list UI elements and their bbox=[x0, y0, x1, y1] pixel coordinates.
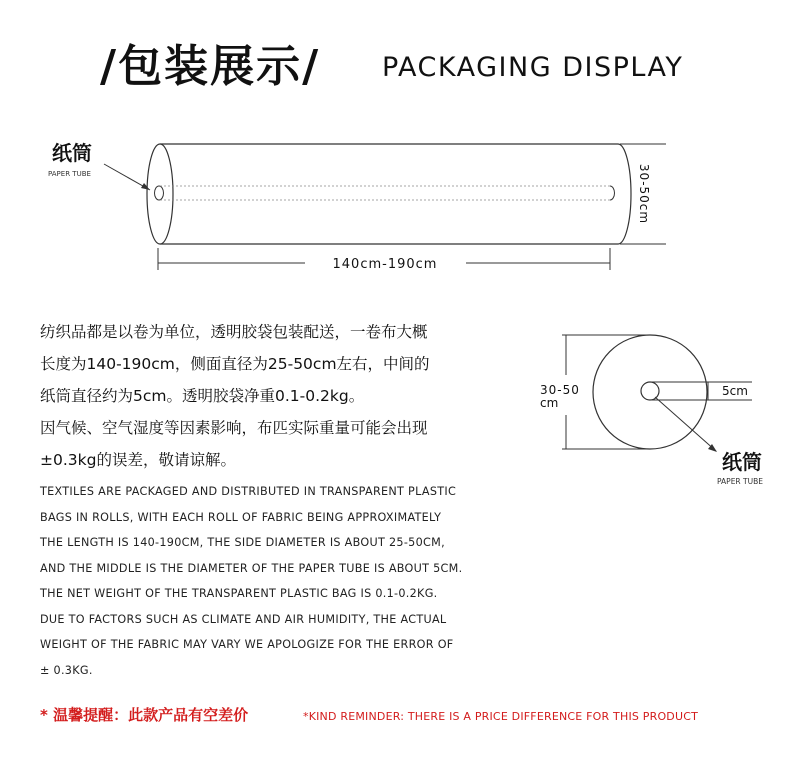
cs-diameter-line2: cm bbox=[540, 396, 559, 410]
length-label: 140cm-190cm bbox=[332, 257, 438, 272]
description-cn-line: ±0.3kg的误差，敬请谅解。 bbox=[40, 451, 236, 469]
description-cn-line: 纺织品都是以卷为单位，透明胶袋包装配送，一卷布大概 bbox=[40, 323, 428, 341]
description-en-line: THE NET WEIGHT OF THE TRANSPARENT PLASTIC BAG IS 0.1-0.2KG. bbox=[40, 587, 438, 600]
page-title-en: PACKAGING DISPLAY bbox=[382, 52, 684, 83]
core-cross-section bbox=[641, 382, 659, 400]
diameter-label: 30-50cm bbox=[637, 163, 651, 225]
core-hole-left bbox=[155, 186, 164, 200]
cs-paper-tube-en: PAPER TUBE bbox=[717, 477, 763, 486]
cs-diameter-line1: 30-50 bbox=[540, 383, 580, 397]
description-en-line: BAGS IN ROLLS, WITH EACH ROLL OF FABRIC BEING APPROXIMATELY bbox=[40, 511, 442, 524]
description-cn-line: 长度为140-190cm，侧面直径为25-50cm左右，中间的 bbox=[40, 355, 430, 373]
fabric-roll-diagram bbox=[0, 120, 790, 280]
page-title-cn: /包装展示/ bbox=[100, 41, 321, 92]
reminder-en: *KIND REMINDER: THERE IS A PRICE DIFFERENCE FOR THIS PRODUCT bbox=[303, 710, 699, 723]
description-en-line: DUE TO FACTORS SUCH AS CLIMATE AND AIR HUMIDITY, THE ACTUAL bbox=[40, 613, 447, 626]
description-en-line: WEIGHT OF THE FABRIC MAY VARY WE APOLOGIZE FOR THE ERROR OF bbox=[40, 638, 454, 651]
description-cn-line: 纸筒直径约为5cm。透明胶袋净重0.1-0.2kg。 bbox=[40, 387, 365, 405]
roll-right-end bbox=[618, 144, 631, 244]
reminder-cn: * 温馨提醒：此款产品有空差价 bbox=[40, 706, 249, 724]
description-en-line: THE LENGTH IS 140-190CM, THE SIDE DIAMETER IS ABOUT 25-50CM, bbox=[40, 536, 445, 549]
core-hole-right bbox=[610, 186, 615, 200]
description-en-line: AND THE MIDDLE IS THE DIAMETER OF THE PAPER TUBE IS ABOUT 5CM. bbox=[40, 562, 463, 575]
description-en-line: TEXTILES ARE PACKAGED AND DISTRIBUTED IN TRANSPARENT PLASTIC bbox=[40, 485, 457, 498]
roll-paper-tube-en: PAPER TUBE bbox=[48, 170, 91, 178]
description-cn-line: 因气候、空气湿度等因素影响，布匹实际重量可能会出现 bbox=[40, 419, 428, 437]
cross-section-diagram bbox=[520, 315, 790, 495]
roll-paper-tube-cn: 纸筒 bbox=[52, 141, 92, 165]
cs-paper-tube-cn: 纸筒 bbox=[722, 450, 762, 474]
description-en-line: ± 0.3KG. bbox=[40, 664, 93, 677]
core-dim-label: 5cm bbox=[722, 384, 748, 398]
